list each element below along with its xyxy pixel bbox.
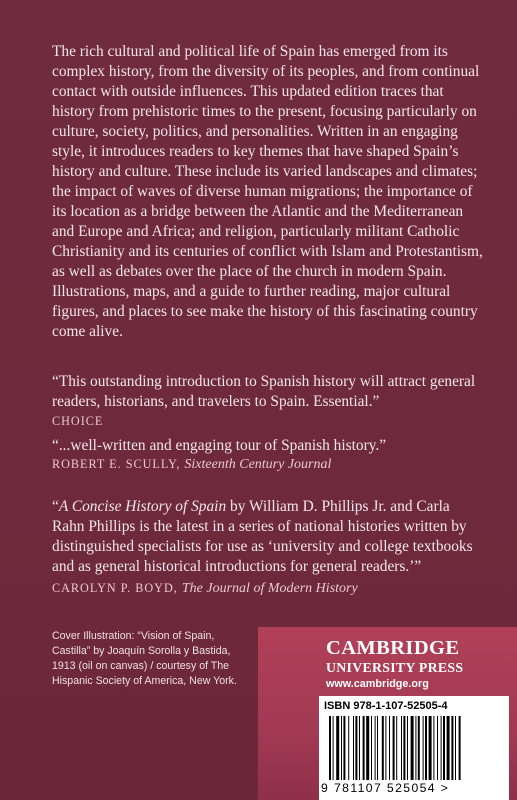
review-attribution-3 xyxy=(52,581,492,597)
publisher-name: CAMBRIDGE xyxy=(326,637,460,659)
reviewer-name: CAROLYN P. BOYD, xyxy=(52,581,182,595)
review-source: Sixteenth Century Journal xyxy=(184,457,332,472)
barcode-icon xyxy=(329,716,501,780)
reviewer-name: CHOICE xyxy=(52,414,104,428)
review-quote-1: “This outstanding introduction to Spanish history will attract general readers, historians, and travelers to Spain. Essential.” xyxy=(52,373,476,410)
review-quote-2: “...well-written and engaging tour of Spanish history.” xyxy=(52,437,387,454)
review-attribution-1 xyxy=(52,414,492,429)
quote-open-mark: “ xyxy=(52,498,59,515)
publisher-block xyxy=(258,627,517,800)
barcode-digits: 9 781107 525054 > xyxy=(321,781,450,795)
publisher-subtitle: UNIVERSITY PRESS xyxy=(326,660,464,675)
isbn-label: ISBN 978-1-107-52505-4 xyxy=(324,700,448,712)
book-title: A Concise History of Spain xyxy=(58,498,227,515)
blurb-text: The rich cultural and political life of Spain has emerged from its complex history, from the diversity of its peoples, and from continual contact with outside influences. This updated edition traces that history from prehistoric times to the present, focusing particularly on culture, society, politics, and personalities. Written in an engaging style, it introduces readers to key themes that have shaped Spain’s history and culture. These include its varied landscapes and climates; the impact of waves of diverse human migrations; the importance of its location as a bridge between the Atlantic and the Mediterranean and Europe and Africa; and religion, particularly militant Catholic Christianity and its centuries of conflict with Islam and Protestantism, as well as debates over the place of the church in modern Spain. Illustrations, maps, and a guide to further reading, major cultural figures, and places to see make the history of this fascinating country come alive. xyxy=(52,43,483,340)
reviewer-name: ROBERT E. SCULLY, xyxy=(52,457,185,471)
review-quote-3 xyxy=(52,497,484,577)
publisher-url: www.cambridge.org xyxy=(326,678,429,690)
review-attribution-2 xyxy=(52,457,492,473)
barcode-panel xyxy=(319,696,509,800)
quote-body: by William D. Phillips Jr. and Carla Rahn Phillips is the latest in a series of national histories written by distinguished specialists for use as ‘university and college textbooks and as general historical introductions for general readers.’” xyxy=(52,498,473,575)
cover-illustration-credit: Cover Illustration: “Vision of Spain, Castilla” by Joaquín Sorolla y Bastida, 1913 (oil on canvas) / courtesy of The Hispanic Society of America, New York. xyxy=(52,630,237,687)
review-source: The Journal of Modern History xyxy=(181,581,358,596)
